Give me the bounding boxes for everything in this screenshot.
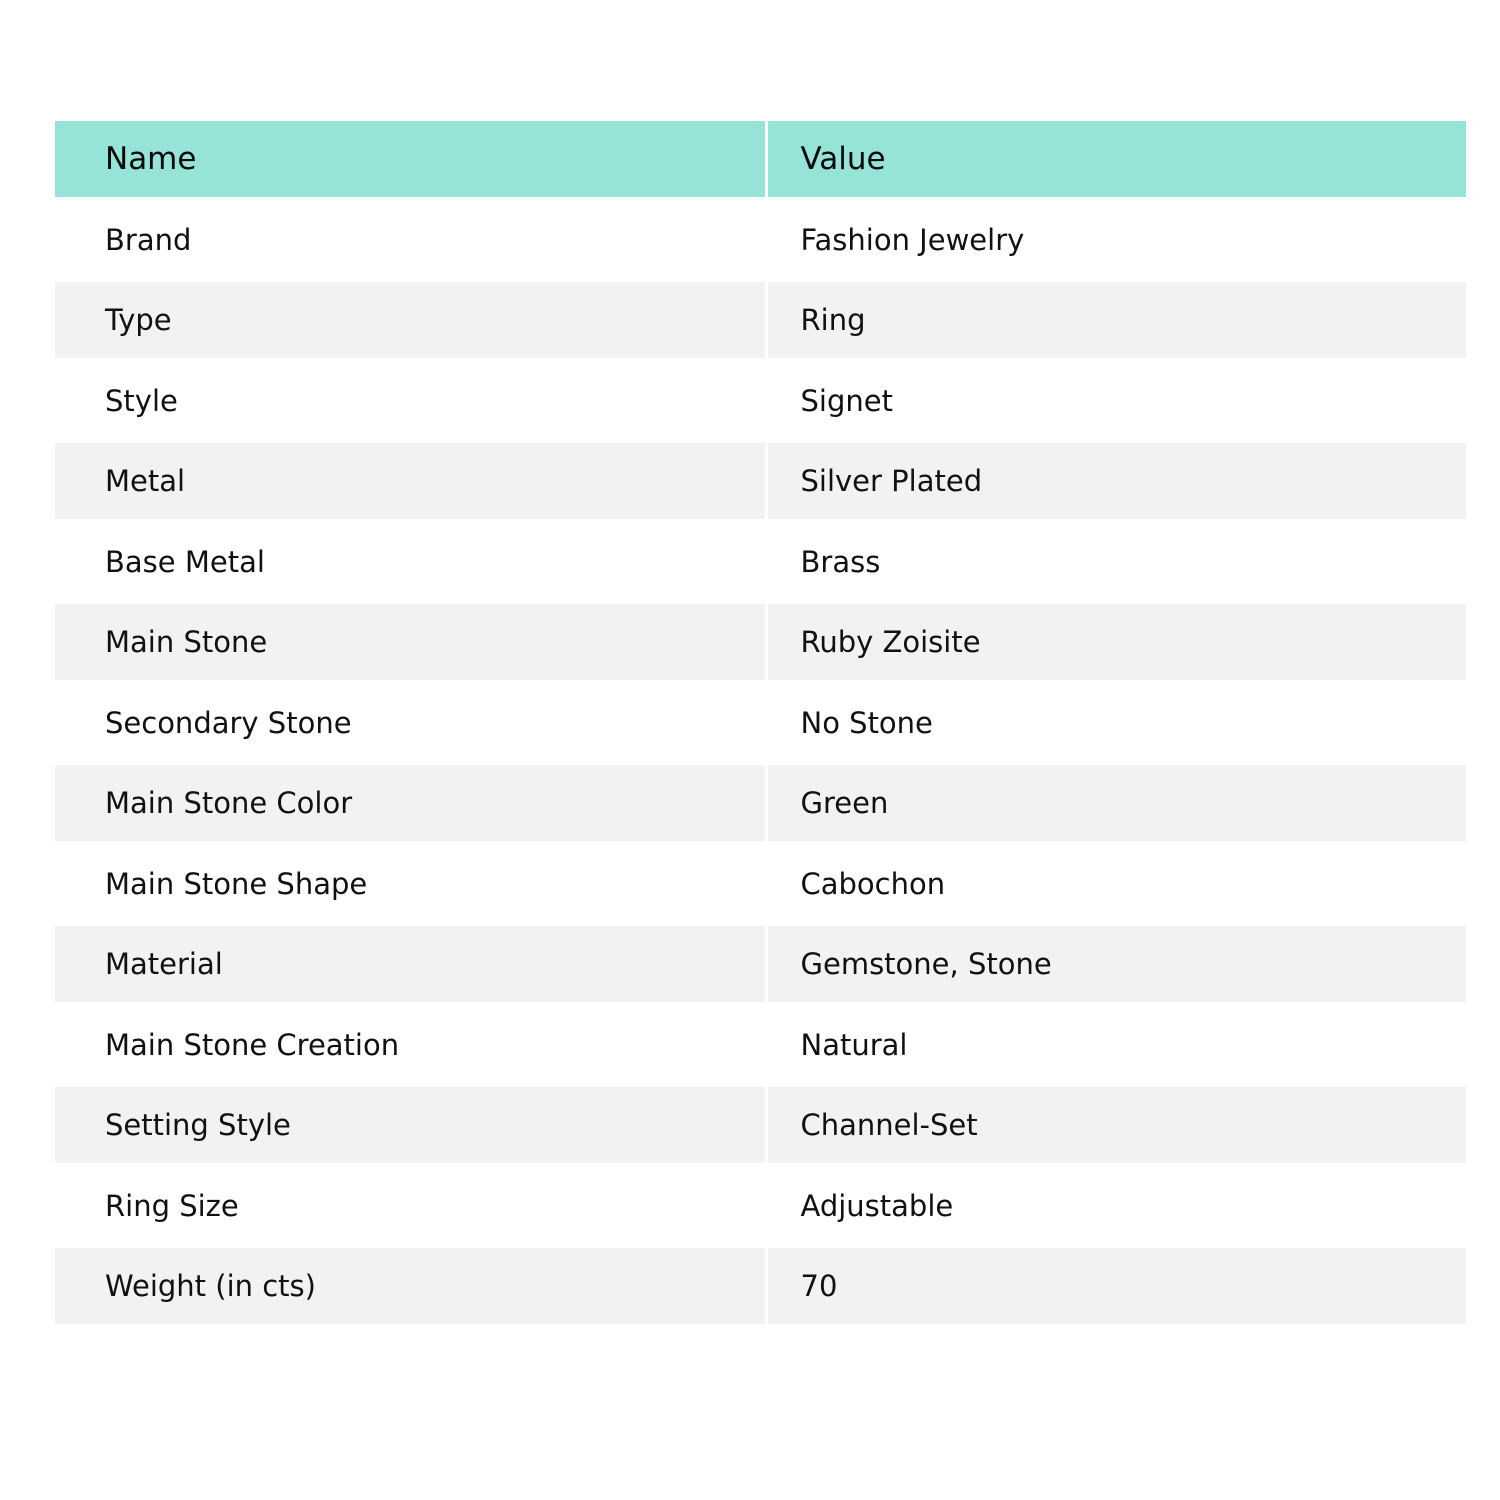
table-row <box>55 680 1466 765</box>
header-name: Name <box>55 121 766 197</box>
row-value: 70 <box>766 1248 1466 1324</box>
table-header-row <box>55 121 1466 197</box>
row-name: Main Stone Shape <box>55 841 766 926</box>
table-row <box>55 1002 1466 1087</box>
row-name: Main Stone Creation <box>55 1002 766 1087</box>
spec-table <box>55 121 1466 1324</box>
header-value: Value <box>766 121 1466 197</box>
row-name: Ring Size <box>55 1163 766 1248</box>
table-row <box>55 443 1466 519</box>
row-value: Green <box>766 765 1466 841</box>
row-name: Main Stone Color <box>55 765 766 841</box>
row-name: Setting Style <box>55 1087 766 1163</box>
table-row <box>55 604 1466 680</box>
table-row <box>55 1087 1466 1163</box>
row-name: Material <box>55 926 766 1002</box>
table-row <box>55 926 1466 1002</box>
table-row <box>55 765 1466 841</box>
row-value: Natural <box>766 1002 1466 1087</box>
row-value: Brass <box>766 519 1466 604</box>
row-name: Type <box>55 282 766 358</box>
row-value: Ring <box>766 282 1466 358</box>
table-row <box>55 1163 1466 1248</box>
row-name: Secondary Stone <box>55 680 766 765</box>
table-row <box>55 841 1466 926</box>
row-value: Adjustable <box>766 1163 1466 1248</box>
row-value: Fashion Jewelry <box>766 197 1466 282</box>
row-name: Main Stone <box>55 604 766 680</box>
row-value: Channel-Set <box>766 1087 1466 1163</box>
row-value: Ruby Zoisite <box>766 604 1466 680</box>
table-row <box>55 197 1466 282</box>
row-value: Silver Plated <box>766 443 1466 519</box>
row-value: No Stone <box>766 680 1466 765</box>
table-row <box>55 519 1466 604</box>
row-name: Weight (in cts) <box>55 1248 766 1324</box>
row-name: Style <box>55 358 766 443</box>
row-value: Signet <box>766 358 1466 443</box>
row-name: Metal <box>55 443 766 519</box>
table-row <box>55 282 1466 358</box>
row-name: Base Metal <box>55 519 766 604</box>
table-row <box>55 1248 1466 1324</box>
table-row <box>55 358 1466 443</box>
row-value: Cabochon <box>766 841 1466 926</box>
row-name: Brand <box>55 197 766 282</box>
row-value: Gemstone, Stone <box>766 926 1466 1002</box>
